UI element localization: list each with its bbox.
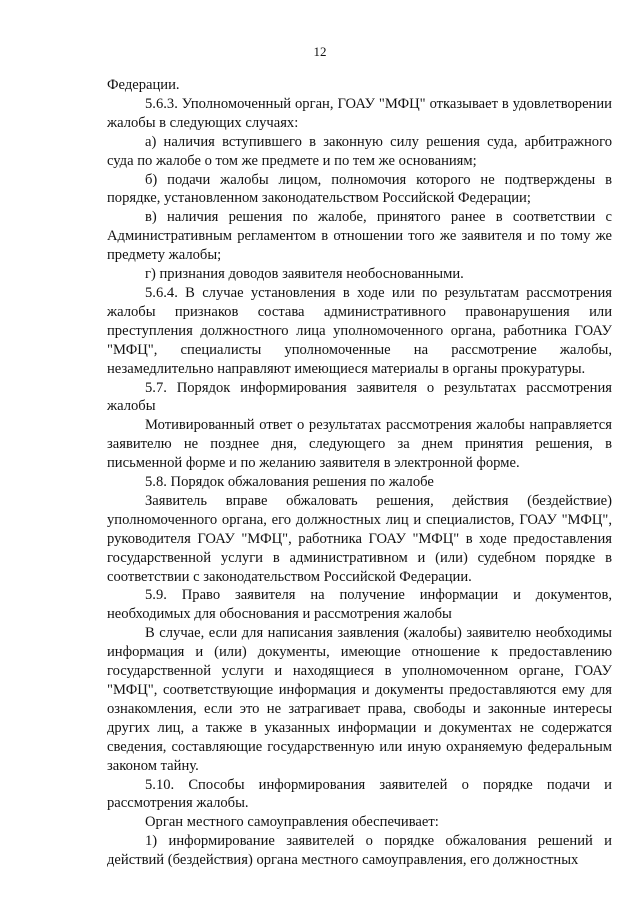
list-item-1: 1) информирование заявителей о порядке обжалования решений и действий (бездействия) органа местного самоуправления, его должностных xyxy=(107,833,612,869)
section-heading-5-7: 5.7. Порядок информирования заявителя о результатах рассмотрения жалобы xyxy=(107,379,612,415)
document-body xyxy=(107,76,612,870)
paragraph-5-7-body: Мотивированный ответ о результатах рассмотрения жалобы направляется заявителю не позднее дня, следующего за днем принятия решения, в письменной форме и по желанию заявителя в электронной форме. xyxy=(107,417,612,472)
section-heading-5-8: 5.8. Порядок обжалования решения по жалобе xyxy=(145,474,434,491)
list-item-b: б) подачи жалобы лицом, полномочия которого не подтверждены в порядке, установленном законодательством Российской Федерации; xyxy=(107,171,612,207)
page-number: 12 xyxy=(313,44,327,59)
list-item-v: в) наличия решения по жалобе, принятого ранее в соответствии с Административным регламентом в отношении того же заявителя и по тому же предмету жалобы; xyxy=(107,209,612,264)
list-item-a: а) наличия вступившего в законную силу решения суда, арбитражного суда по жалобе о том же предмете и по тем же основаниям; xyxy=(107,133,612,169)
paragraph-5-6-3: 5.6.3. Уполномоченный орган, ГОАУ "МФЦ" отказывает в удовлетворении жалобы в следующих случаях: xyxy=(107,95,612,131)
paragraph-5-8-body: Заявитель вправе обжаловать решения, действия (бездействие) уполномоченного органа, его должностных лиц и специалистов, ГОАУ "МФЦ", руководителя ГОАУ "МФЦ", работника ГОАУ "МФЦ" в ходе предоставления государственной услуги в административном и (или) судебном порядке в соответствии с законодательством Российской Федерации. xyxy=(107,492,612,585)
section-heading-5-10: 5.10. Способы информирования заявителей о порядке подачи и рассмотрения жалобы. xyxy=(107,776,612,812)
paragraph-continuation: Федерации. xyxy=(107,77,180,93)
paragraph-5-10-intro: Орган местного самоуправления обеспечивает: xyxy=(145,814,439,831)
section-heading-5-9: 5.9. Право заявителя на получение информации и документов, необходимых для обоснования и рассмотрения жалобы xyxy=(107,587,612,623)
paragraph-5-9-body: В случае, если для написания заявления (жалобы) заявителю необходимы информация и (или) документы, имеющие отношение к предоставлению государственной услуги и находящиеся в уполномоченном органе, ГОАУ "МФЦ", соответствующие информация и документы предоставляются ему для ознакомления, если это не затрагивает права, свободы и законные интересы других лиц, а также в указанных информации и документах не содержатся сведения, составляющие государственную или иную охраняемую федеральным законом тайну. xyxy=(107,625,612,774)
list-item-g: г) признания доводов заявителя необоснованными. xyxy=(145,266,464,283)
paragraph-5-6-4: 5.6.4. В случае установления в ходе или по результатам рассмотрения жалобы признаков состава административного правонарушения или преступления должностного лица уполномоченного органа, работника ГОАУ "МФЦ", специалисты уполномоченные на рассмотрение жалобы, незамедлительно направляют имеющиеся материалы в органы прокуратуры. xyxy=(107,284,612,377)
